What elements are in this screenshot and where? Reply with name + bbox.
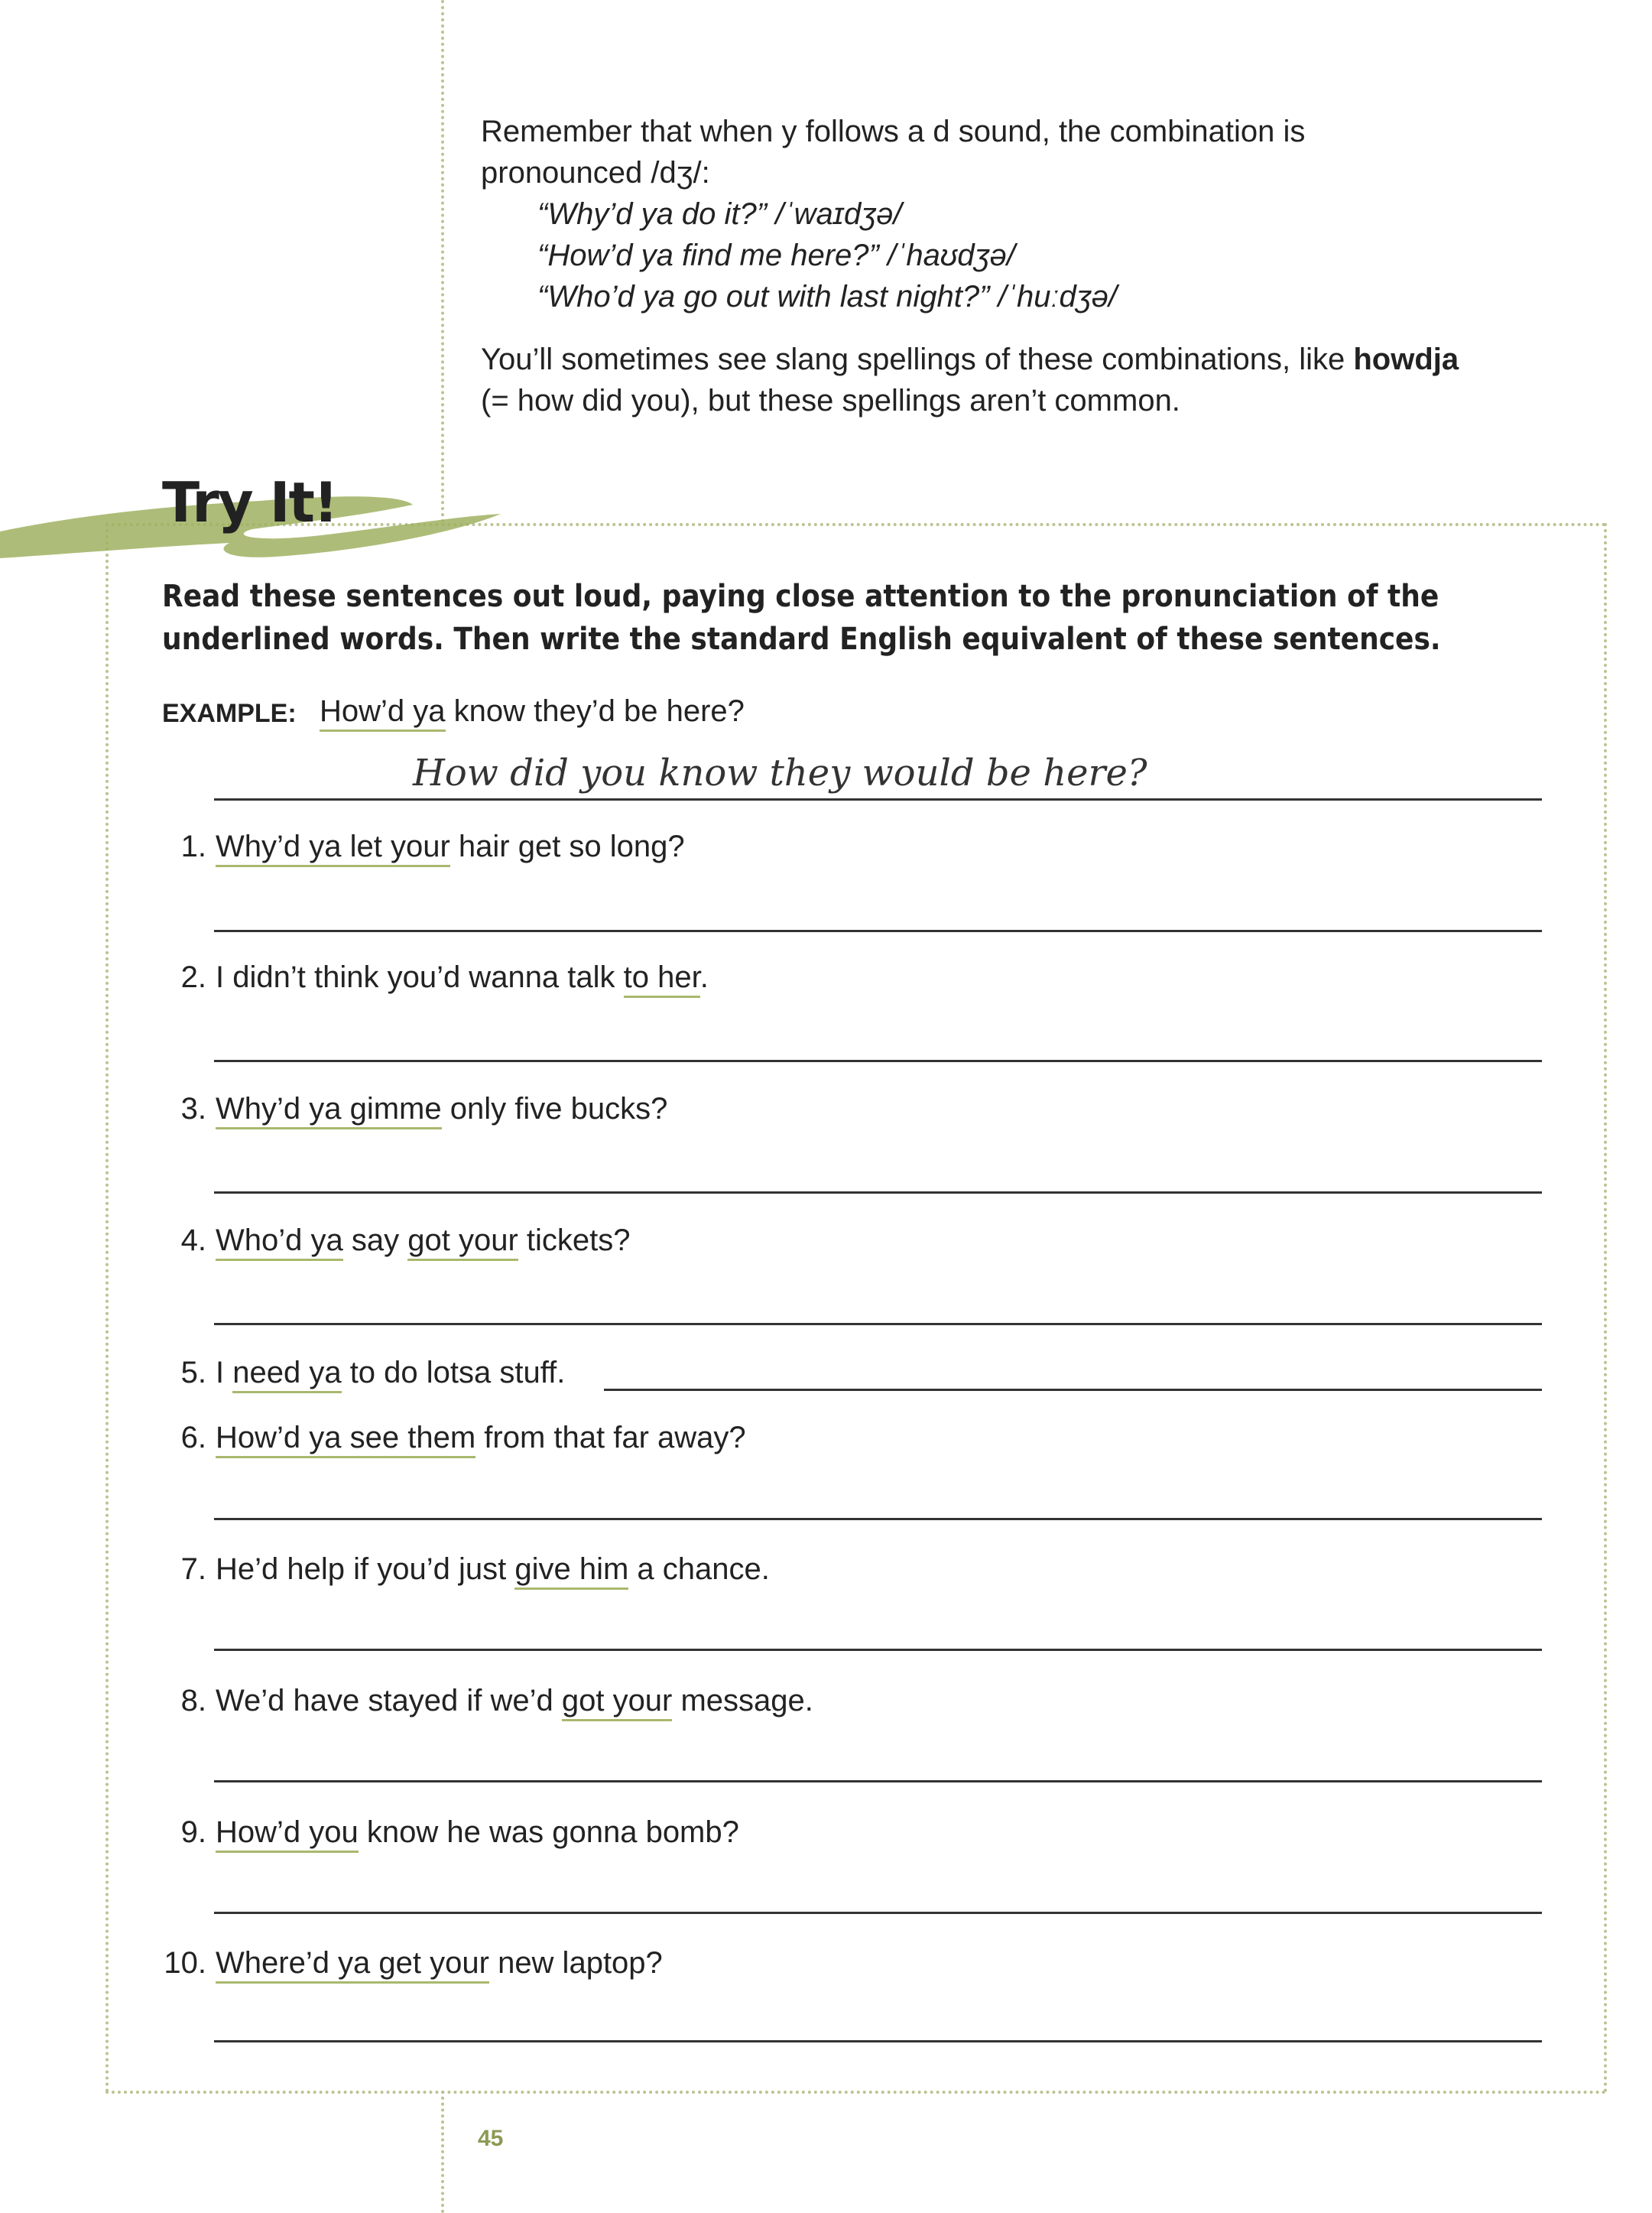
exercise-item-3 <box>153 1092 667 1126</box>
sentence-text: We’d have stayed if we’d <box>216 1684 562 1717</box>
slang-note <box>481 339 1551 421</box>
item-number: 8. <box>180 1684 206 1717</box>
exercise-item-8 <box>153 1684 813 1718</box>
item-number: 10. <box>164 1946 206 1980</box>
answer-line-5[interactable] <box>604 1389 1542 1391</box>
sentence-text: hair get so long? <box>450 830 685 863</box>
example-answer: How did you know they would be here? <box>413 752 1147 795</box>
answer-line-1[interactable] <box>214 930 1542 932</box>
item-number: 6. <box>180 1421 206 1454</box>
sentence-text: message. <box>672 1684 813 1717</box>
underlined-words: How’d you <box>216 1815 359 1853</box>
underlined-words: How’d ya <box>320 694 446 732</box>
item-number: 5. <box>180 1356 206 1389</box>
exercise-item-5 <box>153 1356 565 1390</box>
page-number: 45 <box>478 2126 504 2151</box>
item-number: 1. <box>180 830 206 863</box>
slang-text: You’ll sometimes see slang spellings of these combinations, like <box>481 343 1354 376</box>
margin-divider-bottom <box>441 2091 444 2213</box>
item-number: 3. <box>180 1092 206 1126</box>
question-text: know they’d be here? <box>445 694 745 728</box>
underlined-words: got your <box>562 1684 673 1721</box>
slang-bold-word: howdja <box>1353 343 1459 376</box>
sentence-text: only five bucks? <box>441 1092 668 1126</box>
underlined-words: give him <box>514 1552 628 1590</box>
underlined-words: got your <box>407 1223 518 1261</box>
underlined-words: Why’d ya let your <box>216 830 450 867</box>
note-line-2: pronounced /dʒ/: <box>481 156 710 190</box>
exercise-item-2 <box>153 960 709 995</box>
sentence-text: know he was gonna bomb? <box>358 1815 739 1849</box>
item-number: 9. <box>180 1815 206 1849</box>
answer-line-10[interactable] <box>214 2040 1542 2042</box>
example-question <box>320 694 745 729</box>
sentence-text: to do lotsa stuff. <box>341 1356 566 1389</box>
answer-line-4[interactable] <box>214 1323 1542 1325</box>
item-number: 2. <box>180 960 206 994</box>
sentence-text: I <box>216 1356 233 1389</box>
item-number: 4. <box>180 1223 206 1257</box>
underlined-words: to her <box>624 960 700 998</box>
exercise-item-10 <box>153 1946 663 1981</box>
sentence-text: tickets? <box>518 1223 631 1257</box>
example-answer-line <box>214 798 1542 801</box>
margin-divider-top <box>441 0 444 523</box>
sentence-text: from that far away? <box>475 1421 746 1454</box>
underlined-words: How’d ya see them <box>216 1421 475 1458</box>
exercise-item-4 <box>153 1223 630 1258</box>
sentence-text: new laptop? <box>488 1946 663 1980</box>
slang-text-2: (= how did you), but these spellings aren’t common. <box>481 384 1180 418</box>
sentence-text: I didn’t think you’d wanna talk <box>216 960 624 994</box>
item-number: 7. <box>180 1552 206 1586</box>
underlined-words: Who’d ya <box>216 1223 343 1261</box>
exercise-item-6 <box>153 1421 746 1455</box>
sentence-text: He’d help if you’d just <box>216 1552 515 1586</box>
underlined-words: need ya <box>232 1356 341 1393</box>
section-title: Try It! <box>162 470 337 535</box>
pronunciation-note <box>481 111 1551 421</box>
sentence-text: . <box>699 960 709 994</box>
example-label: EXAMPLE: <box>162 699 297 728</box>
answer-line-2[interactable] <box>214 1060 1542 1062</box>
answer-line-3[interactable] <box>214 1191 1542 1194</box>
answer-line-6[interactable] <box>214 1518 1542 1520</box>
note-example-3: “Who’d ya go out with last night?” /ˈhuːdʒə/ <box>537 280 1118 314</box>
exercise-item-1 <box>153 830 685 864</box>
answer-line-8[interactable] <box>214 1780 1542 1782</box>
note-example-2: “How’d ya find me here?” /ˈhaʊdʒə/ <box>537 239 1016 272</box>
exercise-item-9 <box>153 1815 739 1850</box>
exercise-item-7 <box>153 1552 770 1587</box>
underlined-words: Where’d ya get your <box>216 1946 489 1984</box>
underlined-words: Why’d ya gimme <box>216 1092 442 1129</box>
note-line-1: Remember that when y follows a d sound, the combination is <box>481 115 1306 148</box>
note-example-1: “Why’d ya do it?” /ˈwaɪdʒə/ <box>537 197 902 231</box>
instructions: Read these sentences out loud, paying close attention to the pronunciation of the underlined words. Then write the standard English equivalent of these sentences. <box>162 579 1441 657</box>
sentence-text: a chance. <box>628 1552 770 1586</box>
answer-line-9[interactable] <box>214 1912 1542 1914</box>
answer-line-7[interactable] <box>214 1649 1542 1651</box>
sentence-text: say <box>342 1223 408 1257</box>
